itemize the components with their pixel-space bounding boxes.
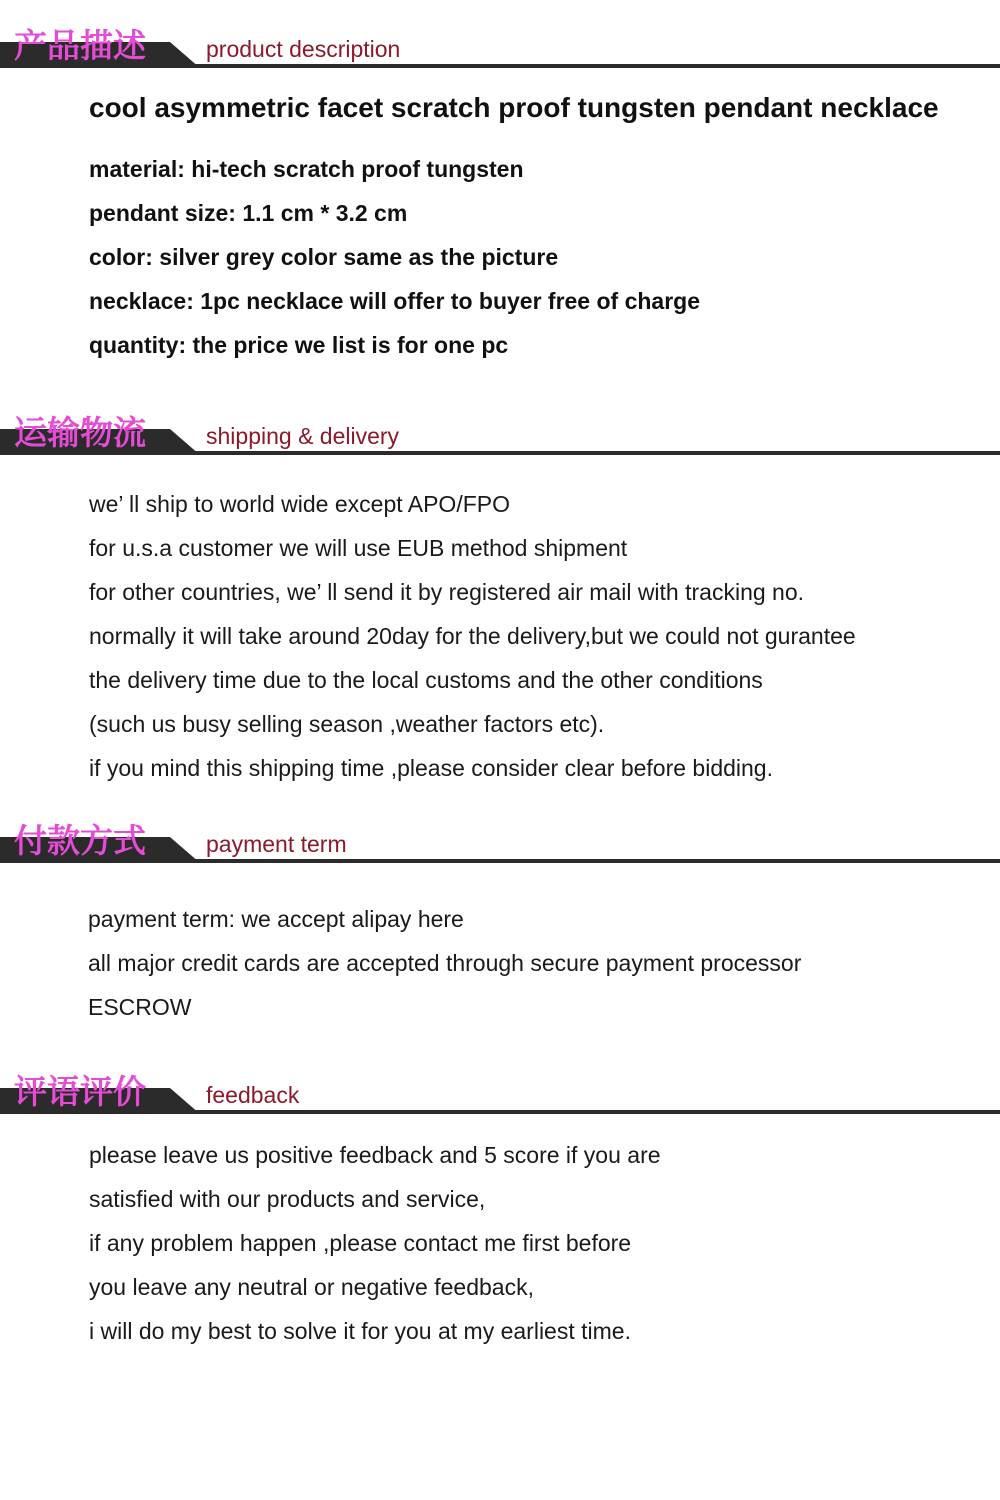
feedback-info [89,1133,989,1353]
product-title-block [89,90,989,126]
spec-color: color: silver grey color same as the picture [89,244,559,270]
feedback-line: if any problem happen ,please contact me first before [89,1230,632,1256]
payment-line: all major credit cards are accepted through secure payment processor [88,950,802,976]
feedback-line: i will do my best to solve it for you at my earliest time. [89,1318,631,1344]
spec-pendant-size: pendant size: 1.1 cm * 3.2 cm [89,200,408,226]
feedback-line: please leave us positive feedback and 5 score if you are [89,1142,661,1168]
shipping-line: if you mind this shipping time ,please consider clear before bidding. [89,755,773,781]
header-en-title: shipping & delivery [206,423,400,449]
section-header-shipping [0,411,1000,455]
shipping-line: normally it will take around 20day for the delivery,but we could not gurantee [89,623,856,649]
spec-quantity: quantity: the price we list is for one pc [89,332,509,358]
header-en-title: product description [206,36,401,62]
shipping-line: for other countries, we’ ll send it by registered air mail with tracking no. [89,579,805,605]
payment-info [88,897,988,1029]
shipping-info [89,482,989,790]
section-header-feedback [0,1070,1000,1114]
spec-necklace: necklace: 1pc necklace will offer to buyer free of charge [89,288,701,314]
payment-line: payment term: we accept alipay here [88,906,464,932]
header-en-title: feedback [206,1082,300,1108]
shipping-line: for u.s.a customer we will use EUB method shipment [89,535,628,561]
shipping-line: (such us busy selling season ,weather factors etc). [89,711,605,737]
section-header-product [0,24,1000,68]
shipping-line: we’ ll ship to world wide except APO/FPO [89,491,510,517]
shipping-line: the delivery time due to the local customs and the other conditions [89,667,763,693]
feedback-line: you leave any neutral or negative feedback, [89,1274,534,1300]
section-header-payment [0,819,1000,863]
header-cn-title: 产品描述 [14,26,146,65]
spec-material: material: hi-tech scratch proof tungsten [89,156,524,182]
feedback-line: satisfied with our products and service, [89,1186,486,1212]
header-en-title: payment term [206,831,347,857]
header-cn-title: 付款方式 [14,821,146,860]
header-cn-title: 评语评价 [14,1072,146,1111]
payment-line: ESCROW [88,994,192,1020]
header-cn-title: 运输物流 [14,413,146,452]
product-title: cool asymmetric facet scratch proof tungsten pendant necklace [89,92,939,123]
product-specs [89,147,989,367]
